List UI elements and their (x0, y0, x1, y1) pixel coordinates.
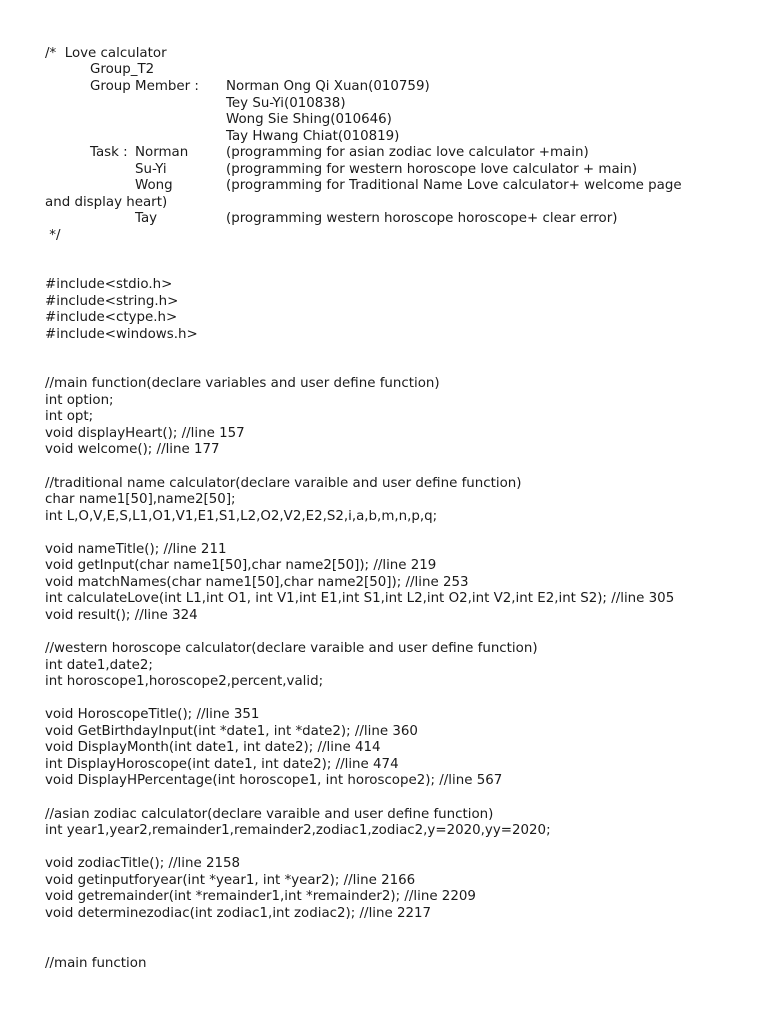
comment-open: /* Love calculator (45, 46, 167, 61)
code-comment: //main function(declare variables and user define function) (45, 376, 440, 391)
code-line: void DisplayHPercentage(int horoscope1, int horoscope2); //line 567 (45, 773, 503, 788)
task-name: Wong (135, 178, 173, 193)
task-desc: (programming for asian zodiac love calculator +main) (226, 145, 589, 160)
code-comment: //main function (45, 956, 147, 971)
member-line: Tey Su-Yi(010838) (226, 96, 346, 111)
task-desc: (programming for Traditional Name Love calculator+ welcome page (226, 178, 682, 193)
code-line: void nameTitle(); //line 211 (45, 542, 227, 557)
code-line: void displayHeart(); //line 157 (45, 426, 245, 441)
code-line: char name1[50],name2[50]; (45, 492, 236, 507)
task-desc: (programming western horoscope horoscope+ clear error) (226, 211, 618, 226)
task-name: Tay (135, 211, 158, 226)
code-line: int date1,date2; (45, 658, 153, 673)
include-line: #include<windows.h> (45, 327, 198, 342)
code-line: void result(); //line 324 (45, 608, 198, 623)
code-line: int L,O,V,E,S,L1,O1,V1,E1,S1,L2,O2,V2,E2,S2,i,a,b,m,n,p,q; (45, 509, 438, 524)
task-label: Task : (90, 145, 132, 160)
group-label: Group_T2 (90, 62, 155, 77)
code-line: void DisplayMonth(int date1, int date2); //line 414 (45, 740, 381, 755)
include-line: #include<ctype.h> (45, 310, 178, 325)
code-line: void getinputforyear(int *year1, int *year2); //line 2166 (45, 873, 416, 888)
code-line: void welcome(); //line 177 (45, 442, 220, 457)
code-line: void HoroscopeTitle(); //line 351 (45, 707, 260, 722)
code-line: int opt; (45, 409, 94, 424)
include-line: #include<stdio.h> (45, 277, 173, 292)
code-line: int calculateLove(int L1,int O1, int V1,int E1,int S1,int L2,int O2,int V2,int E2,int S2); //line 305 (45, 591, 675, 606)
code-comment: //asian zodiac calculator(declare varaible and user define function) (45, 807, 494, 822)
member-line: Wong Sie Shing(010646) (226, 112, 392, 127)
task-desc: (programming for western horoscope love calculator + main) (226, 162, 638, 177)
group-member-label: Group Member : (90, 79, 199, 94)
code-line: void GetBirthdayInput(int *date1, int *date2); //line 360 (45, 724, 418, 739)
member-line: Tay Hwang Chiat(010819) (226, 129, 400, 144)
code-line: int horoscope1,horoscope2,percent,valid; (45, 674, 324, 689)
task-name: Norman (135, 145, 189, 160)
member-line: Norman Ong Qi Xuan(010759) (226, 79, 430, 94)
comment-close: */ (45, 228, 61, 243)
code-comment: //western horoscope calculator(declare varaible and user define function) (45, 641, 538, 656)
code-line: int DisplayHoroscope(int date1, int date2); //line 474 (45, 757, 399, 772)
code-line: void matchNames(char name1[50],char name2[50]); //line 253 (45, 575, 469, 590)
code-line: int year1,year2,remainder1,remainder2,zodiac1,zodiac2,y=2020,yy=2020; (45, 823, 551, 838)
code-comment: //traditional name calculator(declare varaible and user define function) (45, 476, 522, 491)
code-line: void getremainder(int *remainder1,int *remainder2); //line 2209 (45, 889, 476, 904)
code-line: void determinezodiac(int zodiac1,int zodiac2); //line 2217 (45, 906, 432, 921)
code-line: void zodiacTitle(); //line 2158 (45, 856, 241, 871)
task-desc-wrap: and display heart) (45, 195, 168, 210)
code-line: int option; (45, 393, 114, 408)
include-line: #include<string.h> (45, 294, 179, 309)
code-line: void getInput(char name1[50],char name2[50]); //line 219 (45, 558, 437, 573)
task-name: Su-Yi (135, 162, 167, 177)
